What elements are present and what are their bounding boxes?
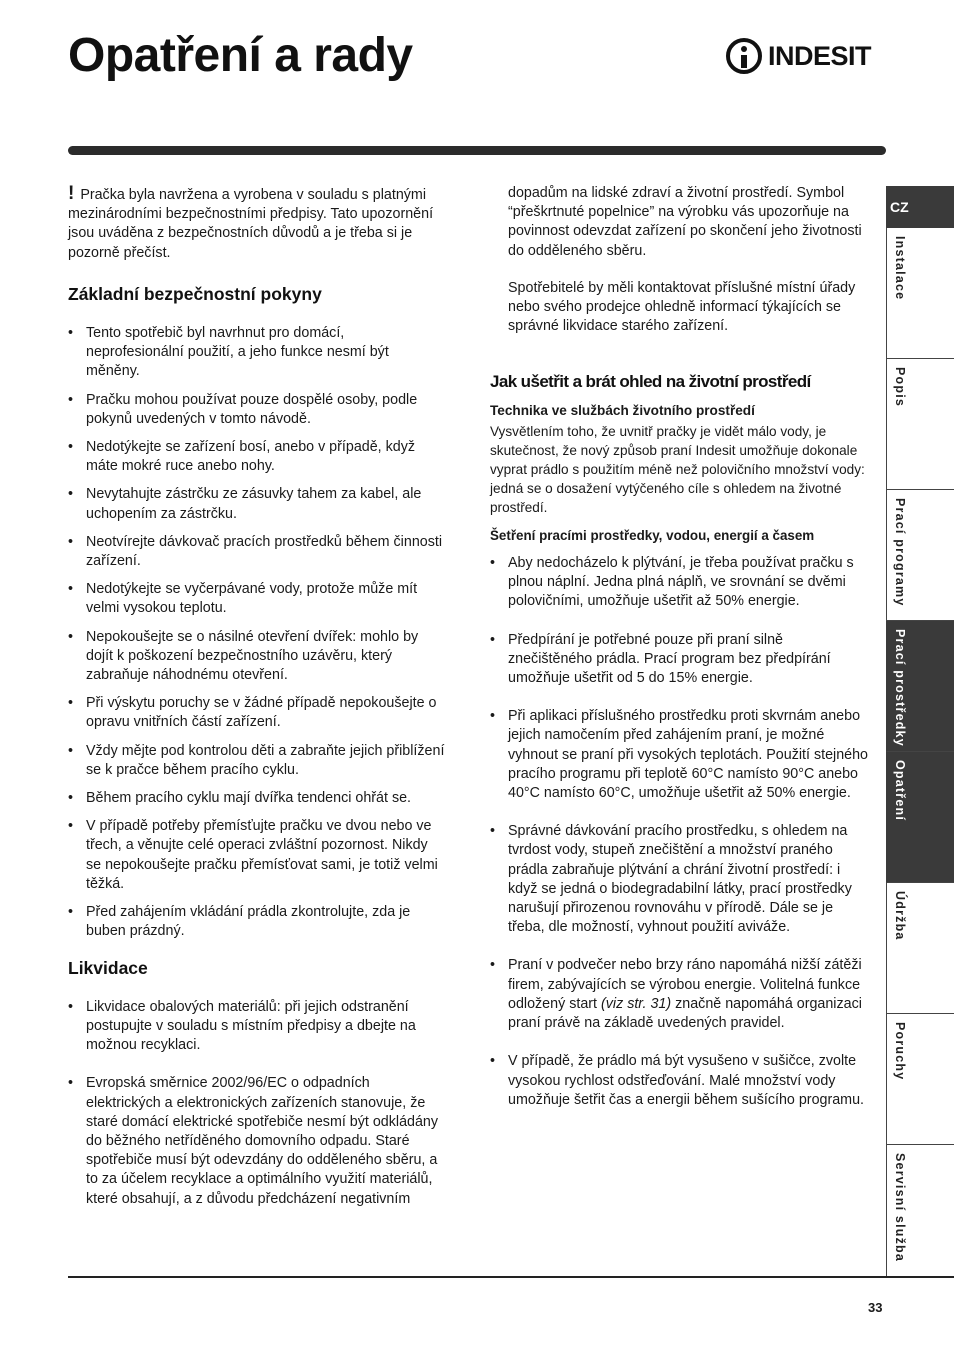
page-number: 33 — [868, 1300, 883, 1315]
country-tab[interactable]: CZ — [886, 186, 954, 228]
list-item: • Při výskytu poruchy se v žádné případě nepokoušejte o opravu vnitřních částí zařízení. — [68, 694, 446, 732]
safety-list — [68, 324, 446, 941]
list-item — [490, 956, 870, 1033]
disposal-list — [68, 998, 446, 1209]
tab-label: Servisní služba — [893, 1153, 907, 1263]
indesit-logo-icon — [726, 38, 762, 74]
eco-heading: Jak ušetřit a brát ohled na životní prostředí — [490, 372, 811, 392]
tab-opatreni[interactable] — [886, 752, 954, 883]
saving-list — [490, 554, 870, 1110]
page-reference: (viz str. 31) — [600, 995, 672, 1012]
list-item: • Tento spotřebič byl navrhnut pro domácí, neprofesionální použití, a jeho funkce nesmí být měněny. — [68, 324, 446, 382]
tab-label: Poruchy — [893, 1022, 907, 1081]
tab-praci-programy[interactable] — [886, 490, 954, 621]
footer-divider — [68, 1276, 954, 1278]
list-item: • Likvidace obalových materiálů: při jejich odstranění postupujte v souladu s místním předpisy a dbejte na možnou recyklaci. — [68, 998, 446, 1056]
intro-text: Pračka byla navržena a vyrobena v souladu s platnými mezinárodními bezpečnostními předpisy. Tato upozornění jsou uváděna z bezpečnostních důvodů a je třeba si je pozorně přečíst. — [68, 187, 434, 261]
tab-label: Údržba — [893, 891, 907, 941]
tab-praci-prostredky[interactable] — [886, 621, 954, 752]
tab-servisni-sluzba[interactable] — [886, 1145, 954, 1276]
right-column — [490, 184, 870, 1110]
tab-popis[interactable] — [886, 359, 954, 490]
list-item: • Nevytahujte zástrčku ze zásuvky tahem za kabel, ale uchopením za zástrčku. — [68, 485, 446, 523]
tab-instalace[interactable] — [886, 228, 954, 359]
indesit-logo-text: INDESIT — [768, 40, 872, 71]
list-item: • Vždy mějte pod kontrolou děti a zabraňte jejich přiblížení se k pračce během pracího cyklu. — [68, 742, 446, 780]
list-item: • Nedotýkejte se vyčerpávané vody, protože může mít velmi vysokou teplotu. — [68, 580, 446, 618]
disposal-heading: Likvidace — [68, 957, 148, 978]
warning-mark: ! — [68, 183, 75, 204]
list-item: • Před zahájením vkládání prádla zkontrolujte, zda je buben prázdný. — [68, 903, 446, 941]
tab-label: Popis — [893, 367, 907, 408]
delay-start-text-end: značně napomáhá organizaci praní právě na základě uvedených pravidel. — [508, 995, 862, 1032]
section-tabs — [886, 186, 954, 1276]
list-item: • Předpírání je potřebné pouze při praní silně znečištěného prádla. Prací program bez předpírání umožňuje ušetřit od 5 do 15% energie. — [490, 631, 870, 689]
delay-start-text: Praní v podvečer nebo brzy ráno napomáhá nižší zátěži firem, zabývajících se výrobou energie. Volitelná funkce odložený start — [508, 957, 862, 1012]
tab-label: Instalace — [893, 236, 907, 301]
list-item: • Správné dávkování pracího prostředku, s ohledem na tvrdost vody, stupeň znečištění a množství praného prádla zabraňuje plýtvání a chrání životní prostředí: i když se jedná o biodegradabilní látky, prací prostředky narušují přirozenou rovnováhu v přírodě. Dále se je třeba, dle možností, vyhnout použití aviváže. — [490, 822, 870, 937]
saving-subheading: Šetření pracími prostředky, vodou, energií a časem — [490, 527, 815, 543]
list-item: • V případě, že prádlo má být vysušeno v sušičce, zvolte vysokou rychlost odstřeďování. Malé množství vody umožňuje šetřit čas a energii během sušícího programu. — [490, 1052, 870, 1110]
page-title: Opatření a rady — [68, 29, 413, 82]
intro-paragraph — [68, 184, 446, 263]
list-item: • Při aplikaci příslušného prostředku proti skvrnám anebo jejich namočením před zahájením praní, je možné vyhnout se praní při vysokých teplotách. Použití stejného pracího programu při teplotě 60°C namísto 90°C anebo 40°C namísto 60°C, umožňuje ušetřit až 50% energie. — [490, 707, 870, 803]
list-item: • Nepokoušejte se o násilné otevření dvířek: mohlo by dojít k poškození bezpečnostního uzávěru, který zabraňuje náhodnému otevření. — [68, 628, 446, 686]
safety-heading: Základní bezpečnostní pokyny — [68, 283, 322, 304]
tab-label: Opatření — [893, 760, 907, 821]
list-item: • V případě potřeby přemísťujte pračku ve dvou nebo ve třech, a věnujte celé operaci zvláštní pozornost. Nikdy se nepokoušejte pračku přemísťovat sami, je totiž velmi těžká. — [68, 817, 446, 894]
disposal-note: Spotřebitelé by měli kontaktovat příslušné místní úřady nebo svého prodejce ohledně informací týkajících se správné likvidace starého zařízení. — [508, 279, 856, 335]
list-item: • Nedotýkejte se zařízení bosí, anebo v případě, když máte mokré ruce anebo nohy. — [68, 438, 446, 476]
tab-udrzba[interactable] — [886, 883, 954, 1014]
tab-poruchy[interactable] — [886, 1014, 954, 1145]
tab-label: Prací programy — [893, 498, 907, 607]
left-column — [68, 184, 446, 1209]
tech-subheading: Technika ve službách životního prostředí — [490, 402, 755, 418]
list-item: • Během pracího cyklu mají dvířka tendenci ohřát se. — [68, 789, 446, 808]
list-item: • Neotvírejte dávkovač pracích prostředků během činnosti zařízení. — [68, 533, 446, 571]
tech-paragraph: Vysvětlením toho, že uvnitř pračky je vidět málo vody, je skutečnost, že nový způsob praní Indesit umožňuje dokonale vyprat prádlo s použitím méně než polovičního množství vody: jedná se o dosažení vytýčeného cíle s ohledem na životné prostředí. — [490, 423, 865, 515]
list-item: • Pračku mohou používat pouze dospělé osoby, podle pokynů uvedených v tomto návodě. — [68, 391, 446, 429]
disposal-continuation: dopadům na lidské zdraví a životní prostředí. Symbol “přeškrtnuté popelnice” na výrobku vás upozorňuje na povinnost odevzdat zařízení po skončení jeho životnosti do odděleného sběru. — [508, 185, 862, 259]
tab-label: Prací prostředky — [893, 629, 907, 747]
header-divider — [68, 146, 886, 155]
list-item: • Aby nedocházelo k plýtvání, je třeba používat pračku s plnou náplní. Jedna plná náplň, ve srovnání se dvěmi polovičními, umožňuje ušetřit až 50% energie. — [490, 554, 870, 612]
indesit-logo — [726, 34, 890, 78]
list-item: • Evropská směrnice 2002/96/EC o odpadních elektrických a elektronických zařízeních stanovuje, že staré domácí elektrické spotřebiče nesmí být odkládány do běžného netříděného domovního odpadu. Staré spotřebiče musí být odevzdány do odděleného sběru, a to za účelem recyklace a optimálního využití materiálů, které obsahují, a z důvodu předcházení negativním — [68, 1074, 446, 1208]
